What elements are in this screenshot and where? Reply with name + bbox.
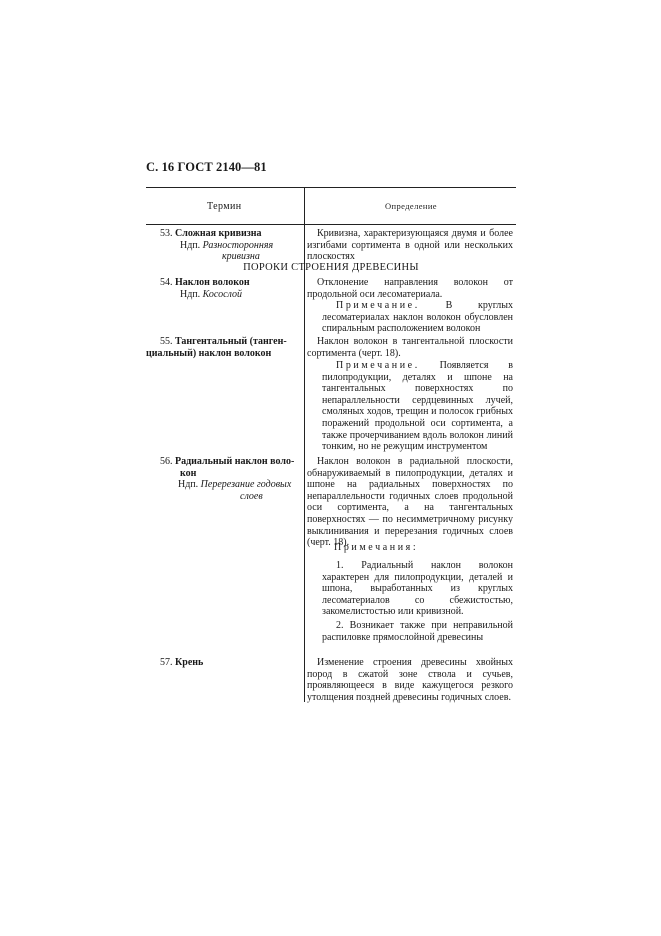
- table-header-rule: [146, 224, 516, 225]
- note-56-2: 2. Возникает также при неправильной распиловке прямослойной древесины: [322, 620, 513, 643]
- note-54: Примечание. В круглых лесоматериалах наклон волокон обусловлен спиральным расположением волокон: [322, 300, 514, 335]
- note-56-1: 1. Радиальный наклон волокон характерен для пилопродукции, деталей и шпона, выработанных из круглых лесоматериалов со сбежистостью, закомелистостью или кривизной.: [322, 560, 513, 618]
- term-54: 54. Наклон волокон Ндп. Косослой: [160, 277, 250, 300]
- notes-label-56: Примечания:: [334, 542, 419, 553]
- column-header-term: Термин: [207, 201, 242, 212]
- page-title: С. 16 ГОСТ 2140—81: [146, 160, 267, 174]
- table-top-rule: [146, 187, 516, 188]
- term-55: 55. Тангентальный (танген- циальный) наклон волокон: [146, 336, 287, 359]
- definition-53: Кривизна, характеризующаяся двумя и более изгибами сортимента в одной или нескольких плоскостях: [307, 228, 513, 263]
- definition-55: Наклон волокон в тангентальной плоскости сортимента (черт. 18).: [307, 336, 513, 359]
- term-57: 57. Крень: [160, 657, 204, 668]
- term-56: 56. Радиальный наклон воло- кон Ндп. Перерезание годовых слоев: [160, 456, 295, 502]
- column-header-definition: Определение: [385, 201, 437, 211]
- term-53: 53. Сложная кривизна Ндп. Разносторонняя кривизна: [160, 228, 274, 263]
- definition-57: Изменение строения древесины хвойных пород в сжатой зоне ствола и сучьев, проявляющееся в виде кажущегося резкого утолщения поздней древесины годичных слоев.: [307, 657, 513, 703]
- term-53-name: Сложная кривизна: [175, 228, 262, 239]
- term-53-ndp: Разносторонняя: [202, 239, 274, 251]
- term-54-ndp: Косослой: [202, 288, 243, 300]
- column-divider-body: [304, 224, 305, 702]
- definition-54: Отклонение направления волокон от продольной оси лесоматериала.: [307, 277, 513, 300]
- term-56-ndp: Перерезание годовых: [200, 479, 292, 491]
- definition-56: Наклон волокон в радиальной плоскости, обнаруживаемый в пилопродукции, деталях и шпоне на радиальных поверхностях по непараллельности годичных слоев продольной оси сортимента, а на тангентальных поверхностях — по несимметричному рисунку выклинивания и перерезания годичных слоев (черт. 18).: [307, 456, 513, 549]
- note-55: Примечание. Появляется в пилопродукции, деталях и шпоне на тангентальных поверхностях по непараллельности сердцевинных лучей, смоляных ходов, трещин и полосок грибных поражений продольной оси сортимента, а также прочерчиванием вдоль волокон линий тонким, но не режущим инструментом: [322, 360, 513, 453]
- term-54-name: Наклон волокон: [175, 277, 250, 288]
- section-title: ПОРОКИ СТРОЕНИЯ ДРЕВЕСИНЫ: [243, 262, 419, 273]
